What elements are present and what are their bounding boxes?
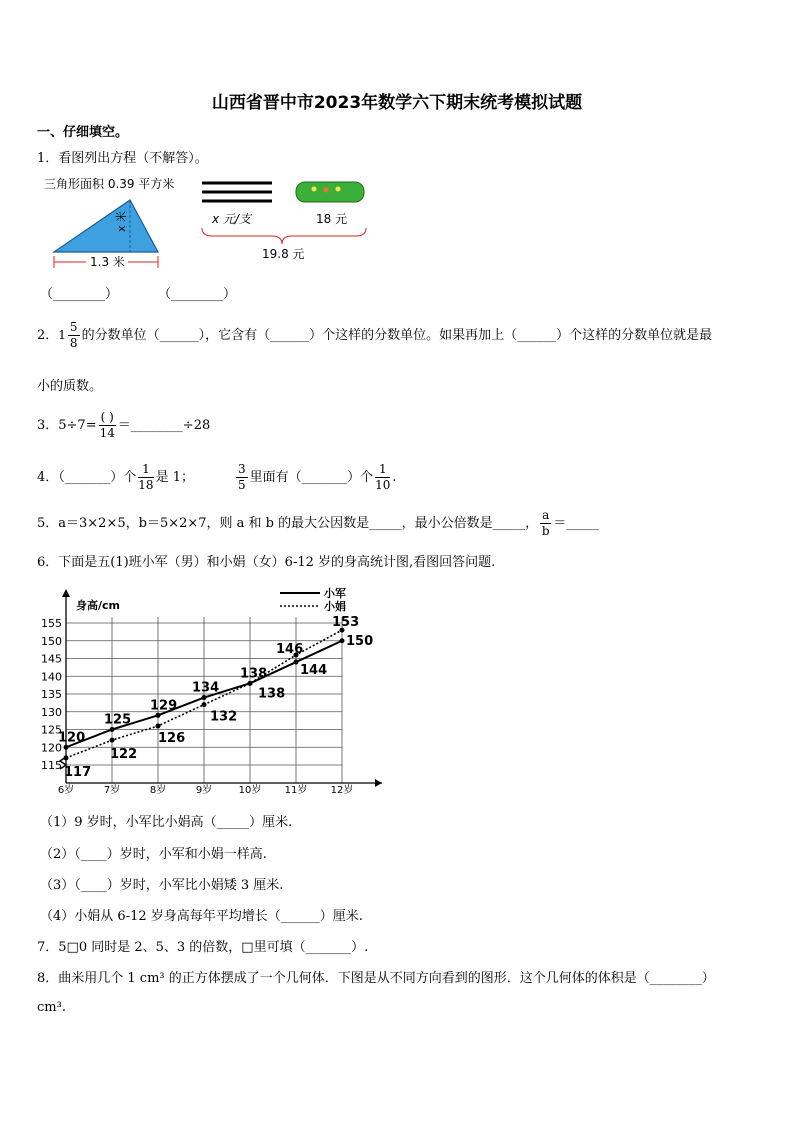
data-label: 138 (240, 666, 268, 682)
question-6-sub-4: （4）小娟从 6-12 岁身高每年平均增长（______）厘米. (40, 909, 363, 924)
pencil-case-decoration (312, 187, 317, 192)
y-tick-label: 135 (41, 688, 62, 701)
question-6-sub-1: （1）9 岁时，小军比小娟高（_____）厘米. (40, 815, 293, 830)
fraction-denominator: 8 (69, 336, 78, 350)
y-tick-label: 150 (41, 634, 62, 648)
data-point (110, 738, 115, 743)
question-4-fraction-3 (375, 462, 390, 493)
legend-label: 小军 (324, 587, 346, 600)
x-tick-label: 6岁 (57, 785, 75, 796)
x-tick-label: 9岁 (195, 785, 213, 796)
triangle-shape (54, 200, 158, 252)
question-4-part-3: 里面有（_______）个 (249, 470, 374, 485)
total-price-label: 19.8 元 (262, 247, 305, 261)
fraction-denominator: 14 (99, 426, 115, 440)
fraction-denominator: 18 (138, 478, 154, 492)
data-label: 129 (150, 698, 178, 714)
pencil-case-decoration (324, 188, 329, 193)
question-8: 8．曲米用几个 1 cm³ 的正方体摆成了一个几何体．下图是从不同方向看到的图形．这个几何体的体积是（________） (37, 971, 715, 986)
mixed-number (58, 320, 81, 351)
data-label: 153 (332, 615, 360, 631)
question-1-answer-blank-1[interactable]: （________） (40, 287, 119, 302)
data-label: 138 (258, 686, 286, 702)
x-tick-label: 7岁 (103, 785, 121, 796)
fraction-numerator: 1 (375, 462, 390, 478)
data-point (64, 755, 69, 760)
question-6-sub-3: （3）（____）岁时，小军比小娟矮 3 厘米. (40, 878, 284, 893)
data-label: 120 (58, 730, 86, 746)
y-tick-label: 120 (41, 741, 62, 755)
question-4-part-2: 是 1； (155, 470, 194, 485)
question-1-figure (38, 170, 378, 275)
data-label: 146 (276, 641, 304, 657)
question-2 (37, 320, 712, 351)
data-label: 117 (64, 764, 92, 780)
question-5 (37, 508, 599, 539)
data-label: 126 (158, 730, 186, 746)
question-4-fraction-2 (236, 462, 248, 493)
question-3-suffix: ＝________÷28 (117, 418, 211, 433)
data-point (156, 723, 161, 728)
data-point (202, 695, 207, 700)
question-8-continuation: cm³. (37, 1000, 66, 1015)
question-1-answer-blank-2[interactable]: （________） (158, 287, 237, 302)
fraction-numerator: a (542, 508, 550, 522)
pencil-case-decoration (336, 187, 341, 192)
total-brace (202, 228, 366, 244)
question-6-sub-2: （2）（____）岁时，小军和小娟一样高. (40, 847, 267, 862)
y-axis-label: 身高/cm (76, 599, 120, 612)
data-label: 122 (110, 747, 138, 763)
page-title: 山西省晋中市2023年数学六下期末统考模拟试题 (211, 93, 583, 113)
y-tick-label: 155 (41, 617, 62, 630)
mixed-number-fraction (68, 320, 80, 351)
question-7: 7．5□0 同时是 2、5、3 的倍数，□里可填（_______）. (37, 940, 369, 955)
section-heading: 一、仔细填空。 (37, 125, 129, 140)
y-tick-label: 140 (41, 670, 62, 684)
data-label: 150 (346, 633, 374, 649)
x-tick-label: 8岁 (149, 785, 167, 796)
triangle-area-label: 三角形面积 0.39 平方米 (44, 177, 175, 191)
x-tick-label: 12岁 (330, 785, 354, 796)
case-price-label: 18 元 (316, 212, 348, 226)
question-2-number: 2． (37, 328, 59, 343)
question-5-text: 5．a＝3×2×5，b＝5×2×7，则 a 和 b 的最大公因数是_____，最小公倍数是_____， (37, 516, 539, 531)
fraction-numerator: 5 (69, 320, 78, 334)
pen-price-label: x 元/支 (212, 212, 251, 226)
x-tick-label: 10岁 (238, 785, 262, 796)
question-3-prefix: 3．5÷7= (37, 418, 97, 433)
fraction-denominator: 5 (237, 478, 246, 492)
question-4-part-1: 4．（_______）个 (37, 470, 137, 485)
question-3-fraction (99, 410, 116, 441)
question-4-fraction-1 (138, 462, 153, 493)
data-point (340, 638, 345, 643)
question-1: 1．看图列出方程（不解答）。 (37, 151, 208, 166)
data-point (294, 660, 299, 665)
data-point (248, 681, 253, 686)
y-tick-label: 130 (41, 705, 62, 719)
question-4 (37, 462, 397, 493)
question-6: 6．下面是五(1)班小军（男）和小娟（女）6-12 岁的身高统计图,看图回答问题. (37, 555, 496, 570)
height-line-chart (30, 583, 390, 798)
data-point (202, 702, 207, 707)
fraction-denominator: 10 (375, 478, 391, 492)
y-tick-label: 145 (41, 652, 62, 666)
mixed-number-whole: 1 (58, 328, 66, 342)
question-2-continuation: 小的质数。 (37, 379, 103, 394)
fraction-numerator: 1 (138, 462, 153, 478)
question-5-suffix: ＝_____ (553, 516, 599, 531)
fraction-numerator[interactable]: ( ) (100, 410, 114, 424)
question-3 (37, 410, 210, 441)
question-4-part-4: . (392, 470, 397, 485)
base-label: 1.3 米 (90, 255, 125, 269)
data-point (64, 745, 69, 750)
fraction-numerator: 3 (237, 462, 246, 476)
height-label: x 米 (115, 210, 128, 232)
fraction-denominator: b (541, 524, 550, 538)
data-label: 144 (300, 663, 328, 679)
y-axis-arrow (62, 589, 70, 597)
data-label: 134 (192, 680, 220, 696)
x-tick-label: 11岁 (284, 785, 308, 796)
data-label: 125 (104, 712, 132, 728)
y-tick-label: 115 (41, 759, 62, 772)
legend-label: 小娟 (324, 600, 346, 613)
data-point (156, 713, 161, 718)
question-5-fraction (540, 508, 551, 539)
x-axis-arrow (375, 779, 382, 787)
pencil-case-icon (296, 182, 364, 202)
question-2-text: 的分数单位（______），它含有（______）个这样的分数单位。如果再加上（______）个这样的分数单位就是最 (81, 328, 713, 343)
data-point (110, 727, 115, 732)
y-tick-label: 125 (41, 723, 62, 737)
data-label: 132 (210, 709, 238, 725)
